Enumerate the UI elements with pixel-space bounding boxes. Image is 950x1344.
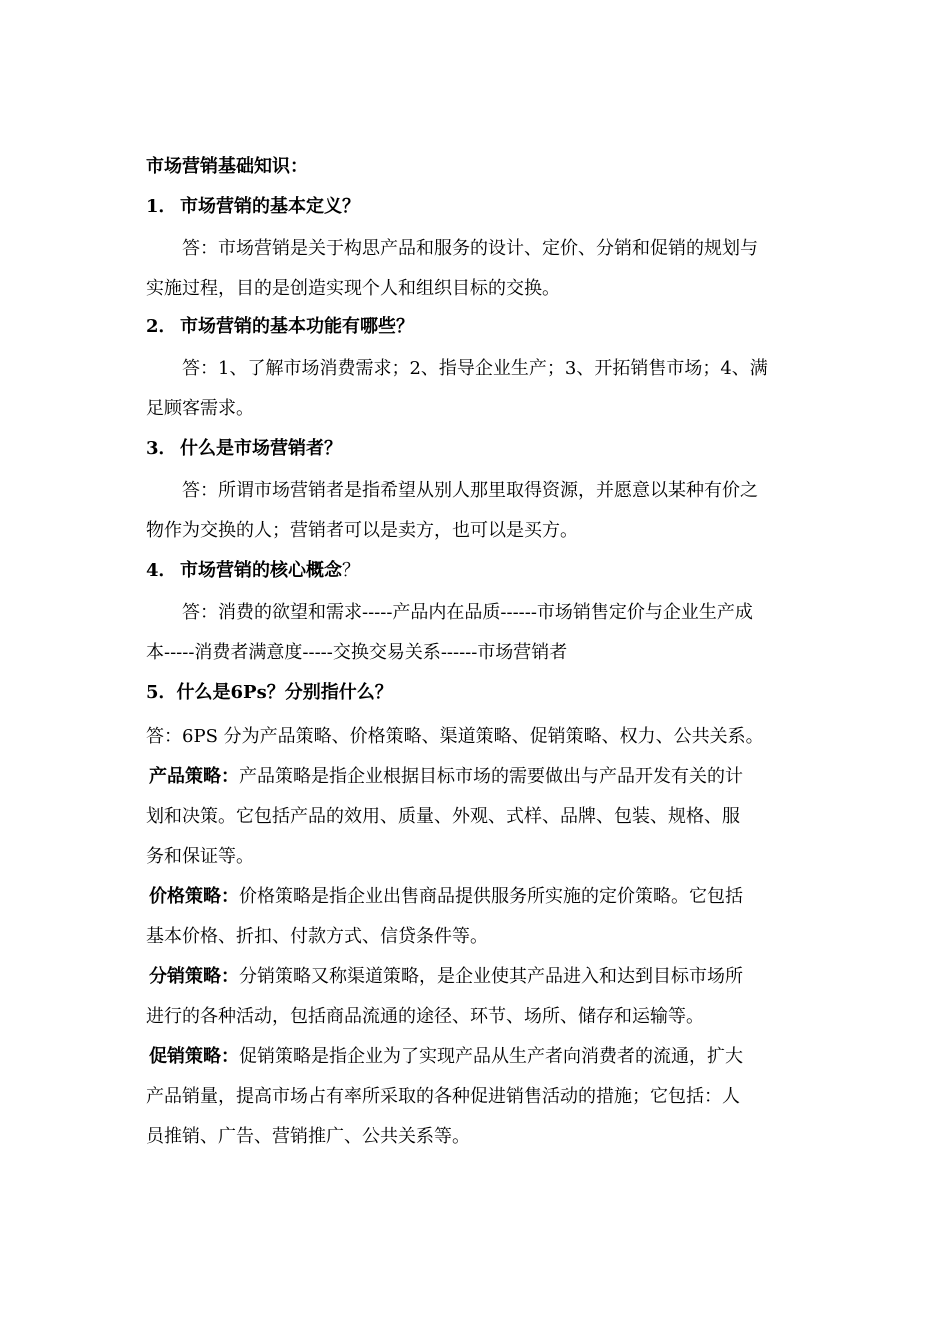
product-strategy-label: 产品策略： — [149, 766, 239, 787]
answer-4-line-1: 答：消费的欲望和需求-----产品内在品质------市场销售定价与企业生产成 — [182, 602, 753, 623]
promotion-strategy-label: 促销策略： — [149, 1046, 239, 1067]
answer-2-line-2: 足顾客需求。 — [146, 398, 254, 419]
answer-4-line-2: 本-----消费者满意度-----交换交易关系------市场营销者 — [146, 642, 568, 663]
distribution-strategy-line-2: 进行的各种活动，包括商品流通的途径、环节、场所、储存和运输等。 — [146, 1006, 704, 1027]
answer-3-line-1: 答：所谓市场营销者是指希望从别人那里取得资源，并愿意以某种有价之 — [182, 480, 758, 501]
question-5-text: 什么是6Ps？分别指什么？ — [176, 682, 393, 703]
product-strategy-line-1 — [149, 764, 743, 790]
question-1 — [146, 194, 360, 220]
price-strategy-line-1 — [149, 884, 743, 910]
distribution-strategy-text: 分销策略又称渠道策略，是企业使其产品进入和达到目标市场所 — [239, 966, 743, 987]
question-4-number: 4． — [146, 560, 177, 581]
question-3-text: 什么是市场营销者？ — [180, 438, 342, 459]
question-5 — [146, 680, 393, 706]
question-5-number: 5． — [146, 682, 177, 703]
question-4-text: 市场营销的核心概念 — [180, 560, 342, 581]
question-3 — [146, 436, 342, 462]
question-4-mark: ？ — [342, 560, 360, 581]
question-4 — [146, 558, 360, 584]
price-strategy-label: 价格策略： — [149, 886, 239, 907]
question-1-text: 市场营销的基本定义？ — [180, 196, 360, 217]
answer-1-line-2: 实施过程，目的是创造实现个人和组织目标的交换。 — [146, 278, 560, 299]
promotion-strategy-text: 促销策略是指企业为了实现产品从生产者向消费者的流通，扩大 — [239, 1046, 743, 1067]
promotion-strategy-line-2: 产品销量，提高市场占有率所采取的各种促进销售活动的措施；它包括：人 — [146, 1086, 740, 1107]
answer-5: 答：6PS 分为产品策略、价格策略、渠道策略、促销策略、权力、公共关系。 — [146, 726, 764, 747]
question-3-number: 3． — [146, 438, 177, 459]
question-2-number: 2． — [146, 316, 177, 337]
price-strategy-text: 价格策略是指企业出售商品提供服务所实施的定价策略。它包括 — [239, 886, 743, 907]
promotion-strategy-line-1 — [149, 1044, 743, 1070]
question-1-number: 1． — [146, 196, 177, 217]
distribution-strategy-line-1 — [149, 964, 743, 990]
answer-3-line-2: 物作为交换的人；营销者可以是卖方，也可以是买方。 — [146, 520, 578, 541]
distribution-strategy-label: 分销策略： — [149, 966, 239, 987]
answer-2-line-1: 答：1、了解市场消费需求；2、指导企业生产；3、开拓销售市场；4、满 — [182, 358, 768, 379]
question-2-text: 市场营销的基本功能有哪些？ — [180, 316, 414, 337]
answer-1-line-1: 答：市场营销是关于构思产品和服务的设计、定价、分销和促销的规划与 — [182, 238, 758, 259]
product-strategy-text: 产品策略是指企业根据目标市场的需要做出与产品开发有关的计 — [239, 766, 743, 787]
product-strategy-line-3: 务和保证等。 — [146, 846, 254, 867]
document-title: 市场营销基础知识： — [146, 156, 308, 177]
question-2 — [146, 314, 414, 340]
promotion-strategy-line-3: 员推销、广告、营销推广、公共关系等。 — [146, 1126, 470, 1147]
price-strategy-line-2: 基本价格、折扣、付款方式、信贷条件等。 — [146, 926, 488, 947]
product-strategy-line-2: 划和决策。它包括产品的效用、质量、外观、式样、品牌、包装、规格、服 — [146, 806, 740, 827]
